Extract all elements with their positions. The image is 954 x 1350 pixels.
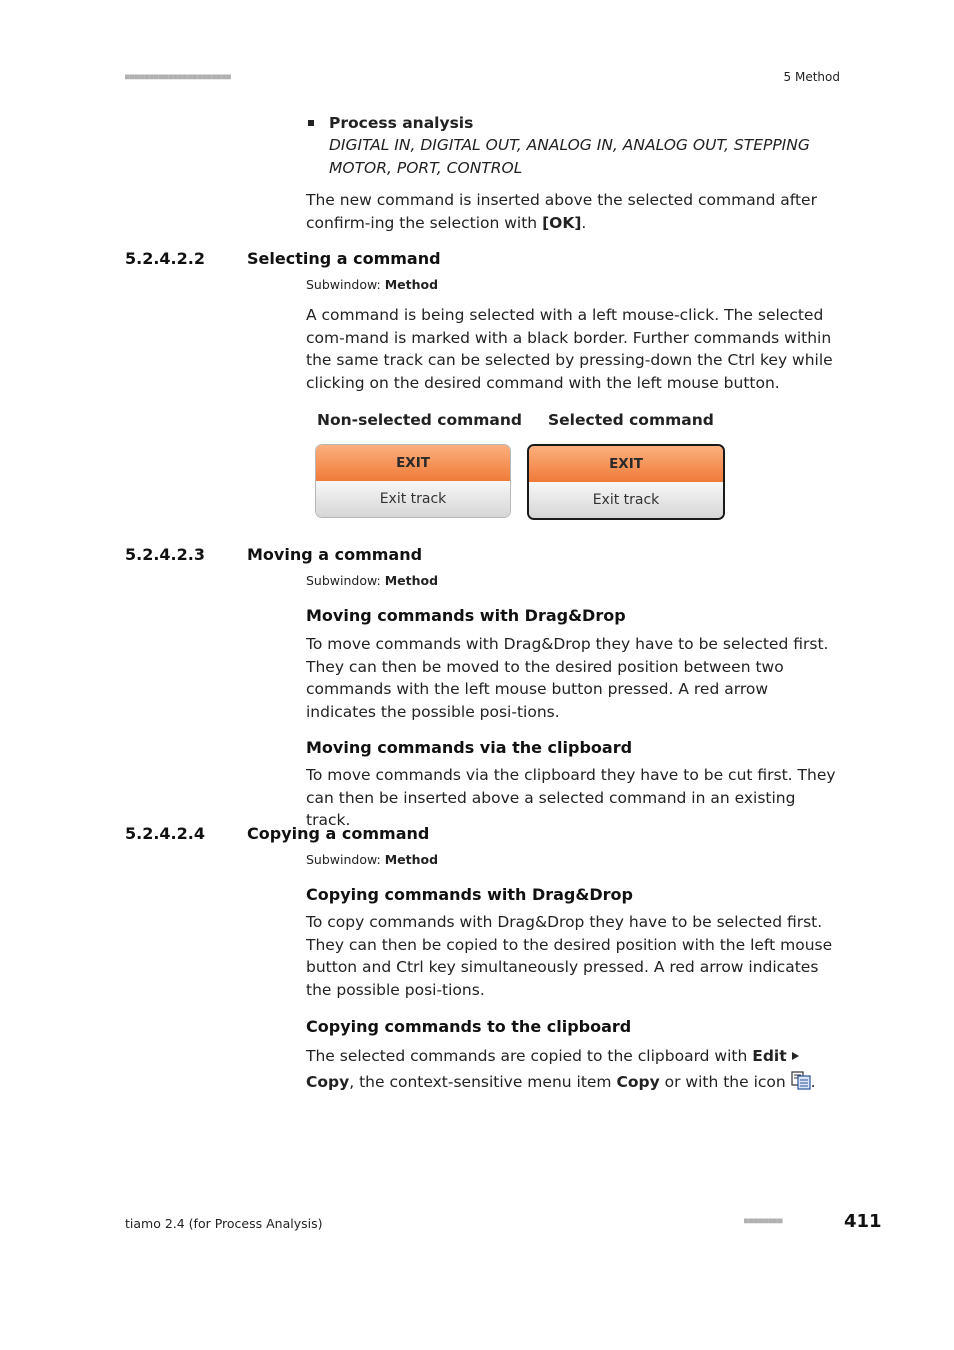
header-decoration: ■■■■■■■■■■■■■■■■■■■■■■ <box>125 72 231 81</box>
subwindow-label: Subwindow: Method <box>306 852 439 867</box>
command-name: EXIT <box>529 446 723 482</box>
subwindow-label: Subwindow: Method <box>306 573 439 588</box>
section-number: 5.2.4.2.3 <box>125 545 205 564</box>
section-title: Copying a command <box>247 824 430 843</box>
subheading: Copying commands with Drag&Drop <box>306 885 633 904</box>
command-track: Exit track <box>529 482 723 518</box>
bullet-title: Process analysis <box>329 114 474 132</box>
subwindow-label: Subwindow: Method <box>306 277 439 292</box>
paragraph: To move commands via the clipboard they have to be cut first. They can then be inserted above a selected command in an existing track. <box>306 766 836 830</box>
footer-product: tiamo 2.4 (for Process Analysis) <box>125 1216 323 1231</box>
selected-command[interactable] <box>527 444 725 520</box>
ok-key: [OK] <box>542 213 582 232</box>
bullet-items: DIGITAL IN, DIGITAL OUT, ANALOG IN, ANALOG OUT, STEPPING MOTOR, PORT, CONTROL <box>329 136 810 177</box>
bullet-marker <box>308 120 314 126</box>
subheading: Moving commands with Drag&Drop <box>306 606 626 625</box>
menu-copy: Copy <box>306 1073 350 1091</box>
menu-edit: Edit <box>752 1047 787 1065</box>
nonselected-label: Non-selected command <box>317 411 522 429</box>
page-number: 411 <box>844 1211 882 1232</box>
section-number: 5.2.4.2.4 <box>125 824 205 843</box>
subheading: Copying commands to the clipboard <box>306 1017 632 1036</box>
intro-paragraph: The new command is inserted above the selected command after confirm-ing the selection with [OK]. <box>306 191 817 232</box>
header-section: 5 Method <box>783 70 840 84</box>
command-name: EXIT <box>316 445 510 481</box>
selected-label: Selected command <box>548 411 714 429</box>
footer-decoration: ■■■■■■■■ <box>744 1216 783 1225</box>
section-number: 5.2.4.2.2 <box>125 249 205 268</box>
menu-arrow-icon <box>792 1052 799 1060</box>
paragraph: To copy commands with Drag&Drop they have to be selected first. They can then be copied to the desired position with the left mouse button and Ctrl key simultaneously pressed. A red arrow indicates the possible posi-tions. <box>306 913 833 999</box>
clipboard-paragraph: The selected commands are copied to the clipboard with EditCopy, the context-sensitive menu item Copy or with the icon . <box>306 1043 842 1098</box>
command-track: Exit track <box>316 481 510 517</box>
selecting-paragraph: A command is being selected with a left mouse-click. The selected com-mand is marked with a black border. Further commands within the same track can be selected by pressing-down the Ctrl key while clicking on the desired command with the left mouse button. <box>306 306 833 392</box>
nonselected-command[interactable] <box>315 444 511 518</box>
copy-icon[interactable] <box>791 1071 811 1098</box>
subheading: Moving commands via the clipboard <box>306 738 633 757</box>
context-copy: Copy <box>616 1073 660 1091</box>
section-title: Moving a command <box>247 545 423 564</box>
paragraph: To move commands with Drag&Drop they have to be selected first. They can then be moved to the desired position between two commands with the left mouse button pressed. A red arrow indicates the possible posi-tions. <box>306 635 829 721</box>
section-title: Selecting a command <box>247 249 441 268</box>
